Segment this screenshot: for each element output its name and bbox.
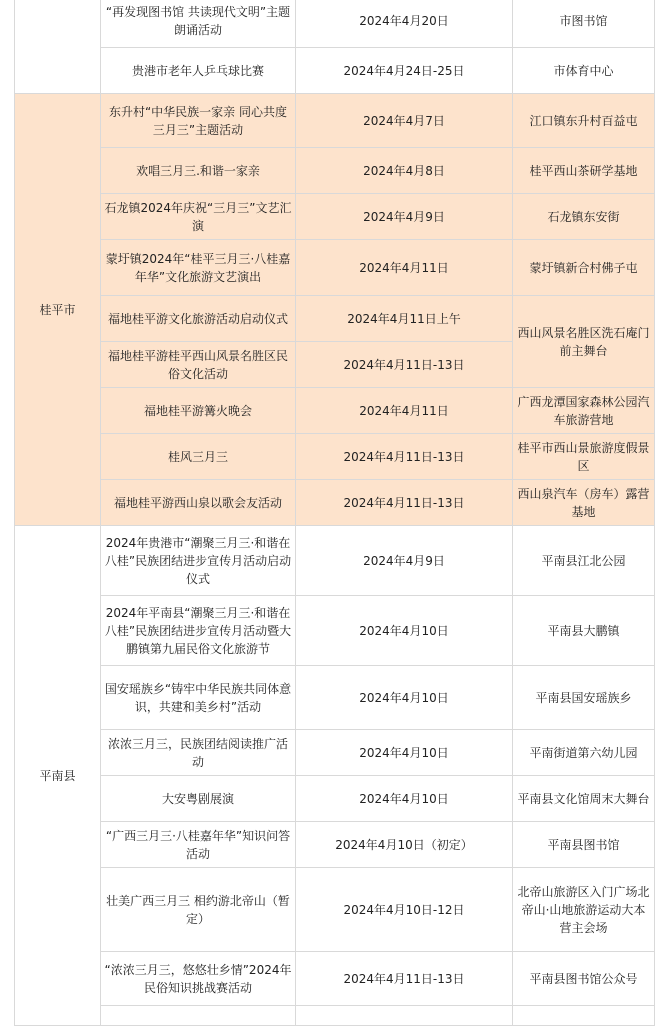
event-place-cell: 广西龙潭国家森林公园汽车旅游营地 [513,388,655,434]
event-place-cell: 平南县图书馆 [513,822,655,868]
table-row [15,148,655,194]
event-place-cell [513,1006,655,1026]
event-date-cell: 2024年4月10日 [296,730,513,776]
event-date-cell: 2024年4月11日 [296,240,513,296]
table-row [15,868,655,952]
event-name-cell: 浓浓三月三，民族团结阅读推广活动 [101,730,296,776]
event-place-cell: 石龙镇东安街 [513,194,655,240]
event-date-cell: 2024年4月8日 [296,148,513,194]
city-cell: 桂平市 [15,94,101,526]
event-date-cell: 2024年4月20日 [296,0,513,48]
table-row [15,48,655,94]
event-date-cell [296,1006,513,1026]
event-place-cell: 平南县图书馆公众号 [513,952,655,1006]
event-place-cell: 平南县大鹏镇 [513,596,655,666]
event-place-cell: 市图书馆 [513,0,655,48]
event-place-cell: 桂平市西山景旅游度假景区 [513,434,655,480]
event-date-cell: 2024年4月11日-13日 [296,342,513,388]
event-place-cell: 平南街道第六幼儿园 [513,730,655,776]
event-name-cell [101,1006,296,1026]
event-place-cell: 西山风景名胜区洗石庵门前主舞台 [513,296,655,388]
event-place-cell: 市体育中心 [513,48,655,94]
event-name-cell: 福地桂平游篝火晚会 [101,388,296,434]
event-place-cell: 江口镇东升村百益屯 [513,94,655,148]
table-row [15,776,655,822]
event-place-cell: 蒙圩镇新合村佛子屯 [513,240,655,296]
event-name-cell: 东升村“中华民族一家亲 同心共度三月三”主题活动 [101,94,296,148]
table-row [15,388,655,434]
table-row [15,666,655,730]
table-row [15,596,655,666]
events-table-body [15,0,655,1026]
event-date-cell: 2024年4月10日 [296,596,513,666]
event-name-cell: 壮美广西三月三 相约游北帝山（暂定） [101,868,296,952]
event-name-cell: 2024年贵港市“潮聚三月三·和谐在八桂”民族团结进步宣传月活动启动仪式 [101,526,296,596]
event-date-cell: 2024年4月10日 [296,666,513,730]
event-name-cell: 桂风三月三 [101,434,296,480]
event-name-cell: “广西三月三·八桂嘉年华”知识问答活动 [101,822,296,868]
event-name-cell: 欢唱三月三.和谐一家亲 [101,148,296,194]
event-name-cell: 石龙镇2024年庆祝“三月三”文艺汇演 [101,194,296,240]
event-name-cell: “再发现图书馆 共读现代文明”主题朗诵活动 [101,0,296,48]
table-row [15,1006,655,1026]
event-name-cell: 国安瑶族乡“铸牢中华民族共同体意识，共建和美乡村”活动 [101,666,296,730]
event-place-cell: 西山泉汽车（房车）露营基地 [513,480,655,526]
table-row [15,526,655,596]
event-date-cell: 2024年4月9日 [296,194,513,240]
event-date-cell: 2024年4月11日上午 [296,296,513,342]
event-date-cell: 2024年4月9日 [296,526,513,596]
table-row [15,730,655,776]
event-date-cell: 2024年4月10日-12日 [296,868,513,952]
event-date-cell: 2024年4月11日 [296,388,513,434]
table-row [15,94,655,148]
city-cell: 平南县 [15,526,101,1026]
table-row [15,480,655,526]
event-name-cell: 蒙圩镇2024年“桂平三月三·八桂嘉年华”文化旅游文艺演出 [101,240,296,296]
event-name-cell: 福地桂平游桂平西山风景名胜区民俗文化活动 [101,342,296,388]
event-date-cell: 2024年4月11日-13日 [296,952,513,1006]
event-date-cell: 2024年4月10日 [296,776,513,822]
table-row [15,0,655,48]
table-row [15,822,655,868]
event-place-cell: 桂平西山茶研学基地 [513,148,655,194]
event-date-cell: 2024年4月10日（初定） [296,822,513,868]
events-table [14,0,655,1026]
event-name-cell: 福地桂平游文化旅游活动启动仪式 [101,296,296,342]
event-date-cell: 2024年4月11日-13日 [296,434,513,480]
table-row [15,434,655,480]
event-place-cell: 平南县文化馆周末大舞台 [513,776,655,822]
event-name-cell: “浓浓三月三，悠悠壮乡情”2024年民俗知识挑战赛活动 [101,952,296,1006]
table-row [15,952,655,1006]
event-name-cell: 贵港市老年人乒乓球比赛 [101,48,296,94]
event-place-cell: 平南县国安瑶族乡 [513,666,655,730]
event-date-cell: 2024年4月11日-13日 [296,480,513,526]
event-name-cell: 2024年平南县“潮聚三月三·和谐在八桂”民族团结进步宣传月活动暨大鹏镇第九届民俗文化旅游节 [101,596,296,666]
table-row [15,240,655,296]
event-date-cell: 2024年4月24日-25日 [296,48,513,94]
table-row [15,296,655,342]
event-date-cell: 2024年4月7日 [296,94,513,148]
city-cell [15,0,101,94]
event-place-cell: 平南县江北公园 [513,526,655,596]
event-name-cell: 福地桂平游西山泉以歌会友活动 [101,480,296,526]
event-name-cell: 大安粤剧展演 [101,776,296,822]
table-row [15,194,655,240]
event-place-cell: 北帝山旅游区入门广场北帝山·山地旅游运动大本营主会场 [513,868,655,952]
